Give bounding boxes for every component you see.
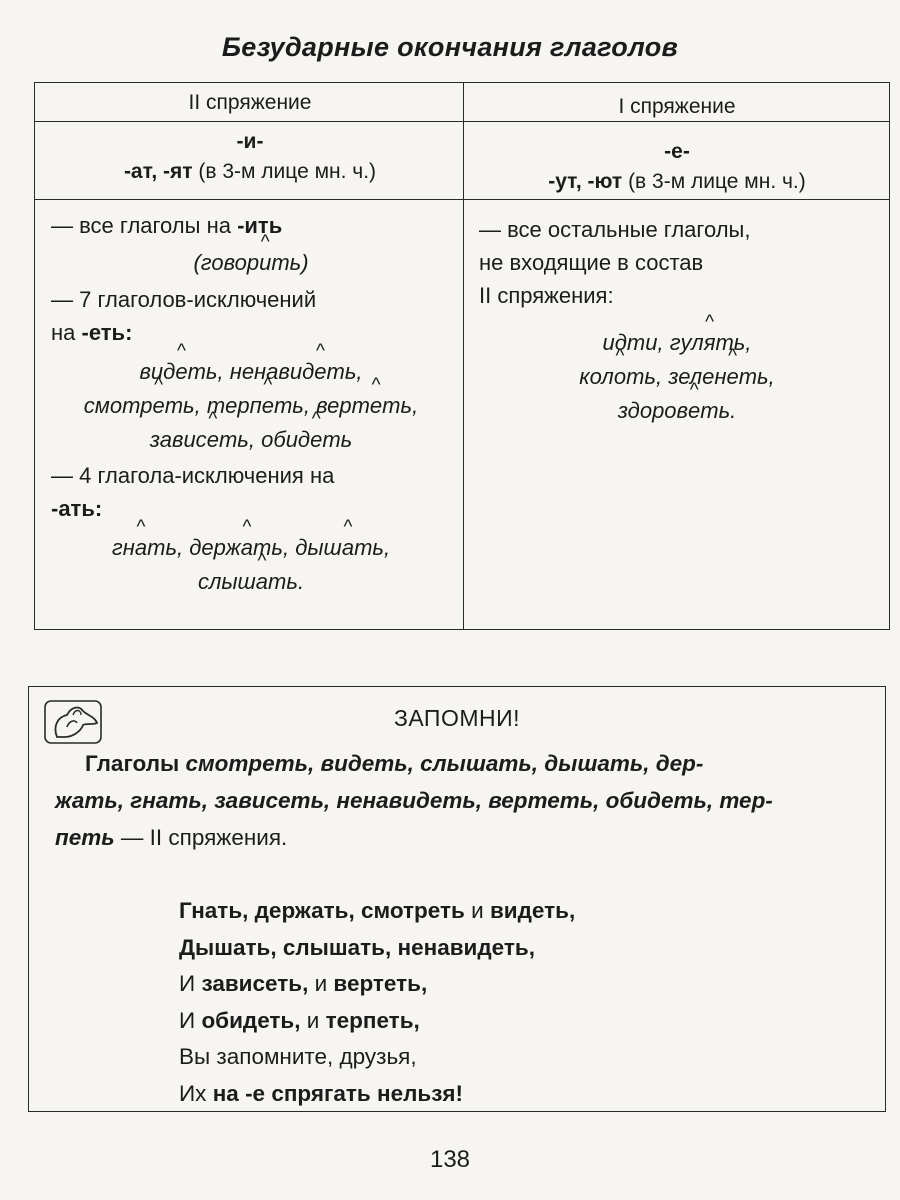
rule2-example-word-stressed-vowel: ^ е [370,389,382,423]
rule3-example-word-stressed-vowel: ^ а [342,531,354,565]
first-example-word-stem: идти, [602,330,664,355]
rule2-example-word [150,427,255,452]
first-example-word-stem: кол [579,364,614,389]
first-example-word [670,330,752,355]
rule1-example-vowel: ^ и [259,246,271,280]
first-example-word-stressed-vowel: ^ е [726,360,738,394]
ending-note-second: (в 3-м лице мн. ч.) [198,160,377,183]
rule2-example-word-stressed-vowel: ^ е [314,355,326,389]
first-example-word [618,398,737,423]
rule3-examples [51,531,451,599]
rule2-example-word [84,393,201,418]
poem-bold: на [212,1080,239,1106]
poem-line [179,930,839,967]
rule-ать-ending: -ать: [51,496,103,521]
remember-tail: — II спряжения. [120,825,288,850]
second-conjugation-rules [35,201,465,599]
first-rule-line: II спряжения: [479,283,614,308]
header-second-conjugation: II спряжение [188,91,312,114]
rule3-example-word-end: ть. [268,569,305,594]
poem-plain: Вы запомните, друзья, [179,1044,417,1069]
rule3-example-word-end: ть, [253,535,290,560]
rule2-example-word-stem: верт [316,393,370,418]
remember-poem [179,893,839,1112]
conjugation-table [34,82,890,630]
poem-bold: обидеть, [201,1007,301,1033]
first-example-word-stressed-vowel: ^ е [688,394,700,428]
first-example-word-end: ть, [738,364,775,389]
remember-verb-list: жать, гнать, зависеть, ненавидеть, вертеть, обидеть, тер- [55,788,773,813]
rule2-example-word [316,393,418,418]
ending-main-second: -и- [236,130,264,153]
poem-bold: Дышать, слышать, ненавидеть, [179,934,535,960]
rule2-example-word-end: ть, [326,359,363,384]
poem-line [179,893,839,930]
poem-plain: Их [179,1080,213,1106]
first-example-word-stressed-vowel: ^ я [704,326,716,360]
poem-line [179,1076,839,1113]
rule2-example-word-end: ть, [382,393,419,418]
first-example-word-end: ть, [715,330,752,355]
rule1-example-close: ) [301,250,309,275]
ending-plural-first [465,167,889,197]
poem-plain: И [179,1007,202,1033]
first-example-word [603,330,664,355]
rule2-example-word [139,359,223,384]
first-conjugation-rule-text [479,213,875,312]
poem-plain: и [300,1007,326,1033]
rule2-example-word-stem: терп [206,393,262,418]
poem-line [179,1003,839,1040]
remember-paragraph [55,745,867,856]
rule2-ending: -еть: [81,320,133,345]
rule2-example-word-stressed-vowel: ^ е [310,423,322,457]
first-example-word [579,364,662,389]
first-example-word-end: ть. [700,398,737,423]
rule2-example-word [261,427,352,452]
rule2-na: на [51,320,76,345]
rule3-example-word [295,535,390,560]
ending-main-first: -е- [664,140,690,163]
rule3-example-word-stressed-vowel: ^ а [256,565,268,599]
rule3-example-word [189,535,289,560]
endings-first [465,137,889,197]
first-example-word-stem: здоров [617,398,689,423]
remember-heading: ЗАПОМНИ! [393,705,521,731]
ending-plural-second [35,157,465,187]
remember-paragraph-line [55,819,867,856]
rule2-example-word-stressed-vowel: ^ е [262,389,274,423]
first-example-word-stem: гул [669,330,704,355]
poem-line [179,966,839,1003]
first-conjugation-examples [479,326,875,428]
rule2-example-word-end: ть [322,427,353,452]
poem-bold: видеть, [489,898,576,923]
rule3-example-word [112,535,183,560]
poem-bold: Гнать, держать, смотреть [179,898,465,923]
rule2-example-word-stem: обид [261,427,311,452]
remember-verb-list: петь [55,825,115,850]
rule1-example-end: ть [271,250,302,275]
rule2-example-word-stressed-vowel: ^ е [207,423,219,457]
remember-paragraph-line [55,782,867,819]
first-example-word-stressed-vowel: ^ о [614,360,626,394]
rule3-example-word-stem: гн [111,535,135,560]
poem-plain: и [464,898,490,923]
poem-bold: зависеть, [201,971,309,996]
endings-second [35,127,465,187]
header-first-conjugation: I спряжение [618,95,736,118]
poem-bold: терпеть, [325,1007,420,1033]
rule2-example-word-end: ть, [273,393,310,418]
table-ending-divider [35,199,889,200]
poem-bold: -е спрягать нельзя! [245,1080,464,1106]
rule3-example-word-stem: слыш [197,569,256,594]
rule2-example-word-stem: вид [139,359,176,384]
page-number: 138 [429,1146,471,1173]
ending-bold-first: -ут, -ют [548,170,623,193]
rule3-example-word-stressed-vowel: ^ а [241,531,253,565]
first-example-word-end: ть, [626,364,663,389]
rule1-example-stem: говор [200,250,260,275]
rule1-ending: -ить [237,213,283,238]
remember-paragraph-line [55,745,867,782]
rule2-example-word-end: ть, [218,427,255,452]
rule2-example-word-stem: ненавид [229,359,315,384]
rule-ать-line: — 4 глагола-исключения на [51,463,335,488]
rule-еть-line: — 7 глаголов-исключений [51,287,317,312]
rule2-example-word [230,359,363,384]
poem-plain: и [308,971,334,996]
remember-lead: Глаголы [85,751,180,776]
rule3-example-word-stressed-vowel: ^ а [135,531,147,565]
poem-line [179,1039,839,1076]
rule3-example-word-stem: дыш [295,535,342,560]
rule2-example-word-end: ть, [187,359,224,384]
first-example-word-stem: зелен [668,364,727,389]
rule2-example-word-stressed-vowel: ^ е [175,355,187,389]
first-conjugation-rules [465,201,889,428]
first-rule-line: не входящие в состав [479,250,704,275]
rule1-example [51,246,451,280]
poem-bold: вертеть, [333,971,428,996]
rule2-example-word-end: ть, [164,393,201,418]
ending-bold-second: -ат, -ят [123,160,193,183]
rule2-example-word-stressed-vowel: ^ е [152,389,164,423]
rule2-example-word [207,393,310,418]
rule2-examples [51,355,451,457]
poem-plain: И [179,971,202,996]
remember-verb-list: смотреть, видеть, слышать, дышать, дер- [185,751,704,776]
rule-ить [51,209,451,242]
rule1-text: — все глаголы на [51,213,231,238]
rule3-example-word [198,569,304,594]
rule3-example-word-end: ть, [147,535,184,560]
rule3-example-word-stem: держ [189,535,241,560]
page-title: Безударные окончания глаголов [221,32,679,62]
rule2-example-word-stem: смотр [83,393,153,418]
first-example-word [668,364,775,389]
rule-еть-ending [51,316,451,349]
ending-note-first: (в 3-м лице мн. ч.) [628,170,806,193]
rule1-example-open: ( [193,250,201,275]
rule3-example-word-end: ть, [354,535,391,560]
remember-box [28,686,886,1112]
first-rule-line: — все остальные глаголы, [479,217,751,242]
rule2-example-word-stem: завис [149,427,207,452]
